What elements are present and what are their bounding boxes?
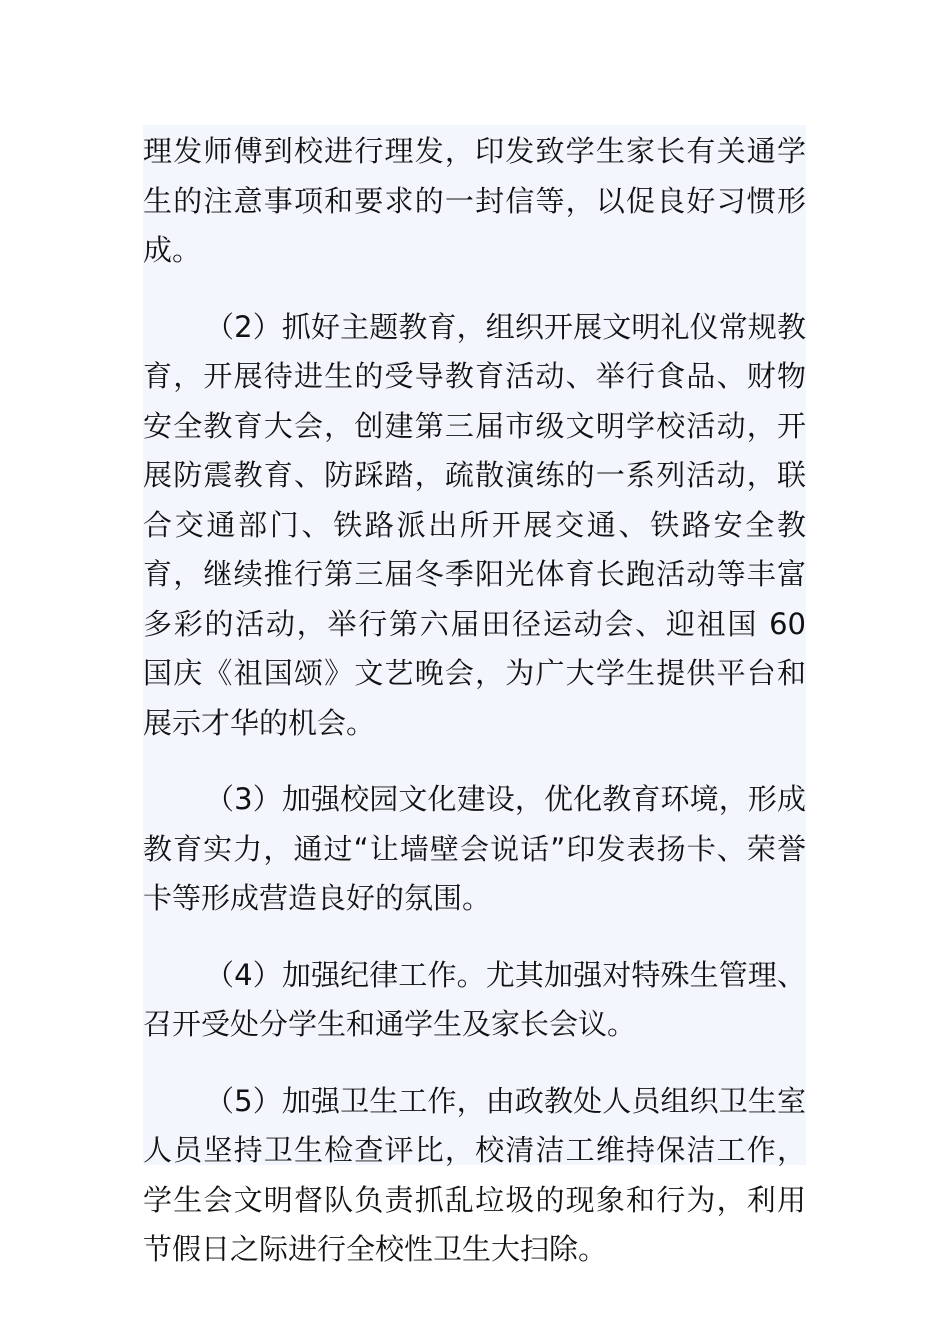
paragraph-gap xyxy=(143,748,806,775)
paragraph-gap xyxy=(143,276,806,303)
paragraph-discipline: （4）加强纪律工作。尤其加强对特殊生管理、召开受处分学生和通学生及家长会议。 xyxy=(143,957,806,1041)
paragraph-campus-culture: （3）加强校园文化建设，优化教育环境，形成教育实力，通过“让墙壁会说话”印发表扬卡、荣誉卡等形成营造良好的氛围。 xyxy=(143,782,806,915)
paragraph-gap xyxy=(143,1050,806,1077)
text-block xyxy=(143,125,806,1266)
paragraph-theme-education: （2）抓好主题教育，组织开展文明礼仪常规教育，开展待进生的受导教育活动、举行食品、财物安全教育大会，创建第三届市级文明学校活动，开展防震教育、防踩踏，疏散演练的一系列活动，联合交通部门、铁路派出所开展交通、铁路安全教育，继续推行第三届冬季阳光体育长跑活动等丰富多彩的活动，举行第六届田径运动会、迎祖国 60 国庆《祖国颂》文艺晚会，为广大学生提供平台和展示才华的机会。 xyxy=(143,309,806,740)
paragraph-hygiene: （5）加强卫生工作，由政教处人员组织卫生室人员坚持卫生检查评比，校清洁工维持保洁工作，学生会文明督队负责抓乱垃圾的现象和行为，利用节假日之际进行全校性卫生大扫除。 xyxy=(143,1083,806,1266)
paragraph-continuation: 理发师傅到校进行理发，印发致学生家长有关通学生的注意事项和要求的一封信等，以促良好习惯形成。 xyxy=(143,134,806,267)
paragraph-gap xyxy=(143,924,806,951)
